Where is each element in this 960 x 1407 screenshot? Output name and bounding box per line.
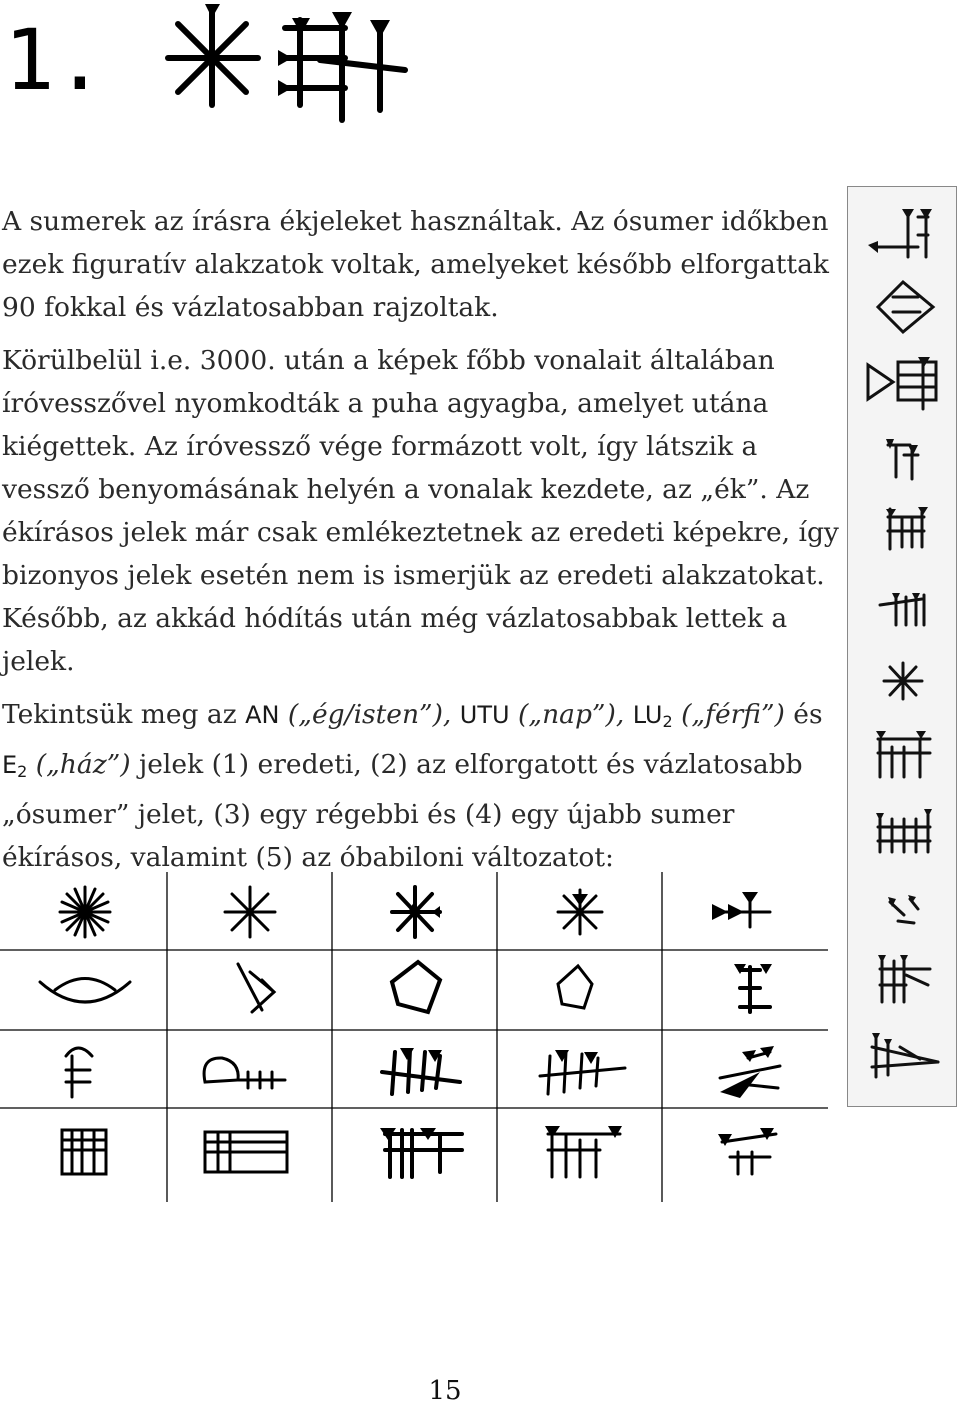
e2-old-cuneiform-icon [385, 1130, 462, 1177]
sign-comparison-table [0, 872, 830, 1202]
gloss-utu: („nap”), [518, 699, 625, 730]
cuneiform-title-icon [150, 0, 420, 140]
utu-old-babylonian-icon [740, 967, 770, 1012]
sign-e-text: E [2, 751, 18, 779]
lu2-old-cuneiform-icon [382, 1050, 460, 1094]
cuneiform-sign-11-icon [880, 961, 930, 1002]
page-number: 15 [428, 1376, 462, 1406]
gloss-lu: („férfi”) [681, 699, 785, 730]
utu-original-icon [40, 979, 130, 1003]
paragraph-3 [2, 693, 842, 879]
cuneiform-sign-2-icon [878, 282, 933, 332]
sign-lu-text: LU [632, 701, 663, 729]
gloss-an: („ég/isten”), [287, 699, 452, 730]
sign-lu-sub: 2 [662, 712, 673, 731]
cuneiform-sign-1-icon [878, 212, 928, 257]
side-panel-glyphs [848, 187, 958, 1108]
sign-e [2, 751, 27, 779]
paragraph-2: Körülbelül i.e. 3000. után a képek főbb vonalait általában íróvesszővel nyomkodták a puha agyagba, amelyet utána kiégettek. Az íróvessző vége formázott volt, így látszik a vessző benyomásának helyén a vonalak kezdete, az „ék”. Az ékírásos jelek már csak emlékeztetnek az eredeti képekre, így bizonyos jelek esetén nem is ismerjük az eredeti alakzatokat. Később, az akkád hódítás után még vázlatosabbak lettek a jelek. [2, 345, 839, 677]
cuneiform-sign-8-icon [878, 739, 930, 777]
body-text [2, 200, 842, 889]
cuneiform-sign-12-icon [872, 1037, 938, 1077]
cuneiform-sign-7-icon [884, 663, 922, 699]
p3-tail: jelek (1) eredeti, (2) az elforgatott és vázlatosabb „ósumer” jelet, (3) egy régebbi és (4) egy újabb sumer ékírásos, valamint (5) az óbabiloni változatot: [2, 749, 803, 873]
e2-old-babylonian-icon [722, 1134, 776, 1174]
lu2-original-icon [66, 1048, 92, 1097]
an-original-icon [60, 887, 110, 937]
lu2-new-cuneiform-icon [540, 1052, 625, 1094]
cuneiform-side-panel [847, 186, 957, 1107]
lu2-rotated-icon [204, 1058, 285, 1088]
cuneiform-sign-9-icon [878, 815, 930, 852]
utu-old-cuneiform-icon [392, 962, 440, 1012]
utu-rotated-icon [238, 964, 274, 1012]
sign-lu [633, 701, 673, 729]
e2-original-icon [62, 1130, 106, 1174]
p3-lead: Tekintsük meg az [2, 699, 237, 730]
paragraph-1: A sumerek az írásra ékjeleket használtak. Az ósumer időkben ezek figuratív alakzatok voltak, amelyeket később elforgattak 90 fokkal és vázlatosabban rajzoltak. [2, 206, 829, 323]
and-word: és [793, 699, 823, 730]
e2-new-cuneiform-icon [548, 1130, 620, 1177]
chapter-number: 1. [4, 11, 106, 109]
chapter-header [0, 0, 960, 150]
cuneiform-sign-3-icon [868, 362, 936, 409]
sign-table-drawing [0, 872, 830, 1202]
cuneiform-sign-6-icon [880, 595, 924, 625]
sign-an: AN [245, 701, 280, 729]
an-rotated-icon [225, 887, 275, 937]
e2-rotated-icon [205, 1132, 287, 1172]
gloss-e: („ház”) [35, 749, 131, 780]
sign-e-sub: 2 [17, 762, 28, 781]
cuneiform-sign-5-icon [888, 509, 924, 549]
sign-utu: UTU [459, 701, 510, 729]
utu-new-cuneiform-icon [558, 966, 592, 1008]
